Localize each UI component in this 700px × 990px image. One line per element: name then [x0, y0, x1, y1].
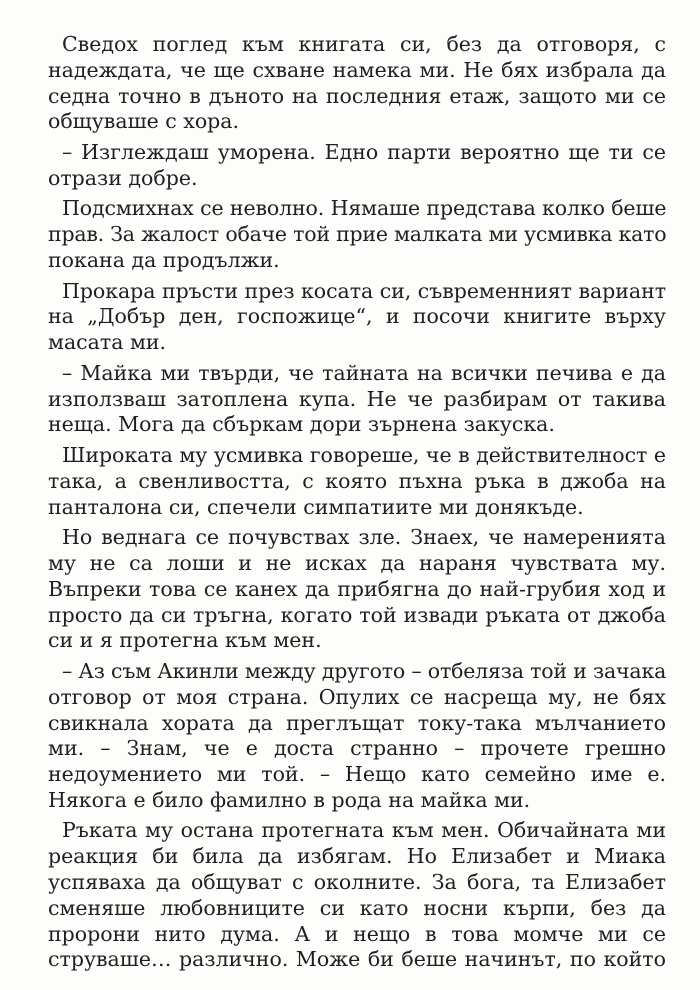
- text-line: Подсмихнах се неволно. Нямаше представа колко беше: [62, 196, 667, 221]
- text-line: пророни нито дума. А и нещо в това момче ми се: [48, 921, 666, 946]
- text-line: панталона си, спечели симпатиите ми донякъде.: [48, 494, 584, 519]
- text-line: седна точно в дъното на последния етаж, защото ми се: [48, 83, 666, 108]
- text-line: сменяше любовниците си като носни кърпи, без да: [48, 895, 666, 920]
- text-line: неща. Мога да сбъркам дори зърнена закуска.: [48, 412, 555, 437]
- text-line: ми. – Знам, че е доста странно – прочете грешно: [48, 736, 666, 761]
- text-line: – Изглеждаш уморена. Едно парти вероятно ще ти се: [62, 139, 666, 164]
- text-line: Ръката му остана протегната към мен. Обичайната ми: [62, 818, 666, 843]
- text-line: успяваха да общуват с околните. За бога, та Елизабет: [48, 870, 666, 895]
- text-line: надеждата, че ще схване намека ми. Не бях избрала да: [48, 57, 666, 82]
- text-line: свикнала хората да преглъщат току-така мълчанието: [48, 710, 666, 735]
- paragraph: [48, 443, 666, 520]
- text-line: използваш затоплена купа. Не че разбирам от такива: [48, 386, 666, 411]
- paragraph: [48, 140, 666, 192]
- text-line: прав. За жалост обаче той прие малката ми усмивка като: [48, 222, 667, 247]
- text-line: недоумението ми той. – Нещо като семейно име е.: [48, 762, 666, 787]
- text-line: отговор от моя страна. Опулих се насреща му, не бях: [48, 684, 666, 709]
- text-line: просто да си тръгна, когато той извади ръката от джоба: [48, 602, 666, 627]
- text-line: масата ми.: [48, 330, 167, 355]
- text-line: отрази добре.: [48, 165, 198, 190]
- paragraph: [48, 659, 666, 814]
- text-line: на „Добър ден, госпожице“, и посочи книгите върху: [48, 304, 666, 329]
- text-line: струваше… различно. Може би беше начинът, по който: [48, 947, 666, 972]
- text-line: Някога е било фамилно в рода на майка ми.: [48, 787, 531, 812]
- paragraph: [48, 818, 666, 973]
- text-line: Но веднага се почувствах зле. Знаех, че намеренията: [62, 525, 666, 550]
- paragraph: [48, 32, 666, 135]
- text-line: – Аз съм Акинли между другото – отбеляза той и зачака: [62, 658, 667, 683]
- text-line: покана да продължи.: [48, 247, 280, 272]
- text-line: си и я протегна към мен.: [48, 628, 322, 653]
- text-line: Широката му усмивка говореше, че в действителност е: [62, 442, 666, 467]
- text-line: Въпреки това се канех да прибягна до най-грубия ход и: [48, 576, 666, 601]
- text-line: реакция би била да избягам. Но Елизабет и Миака: [48, 844, 666, 869]
- paragraph: [48, 279, 666, 356]
- text-line: му не са лоши и не исках да нараня чувствата му.: [48, 550, 666, 575]
- text-line: Прокара пръсти през косата си, съвременният вариант: [62, 278, 666, 303]
- text-line: – Майка ми твърди, че тайната на всички печива е да: [62, 360, 666, 385]
- text-line: така, а свенливостта, с която пъхна ръка в джоба на: [48, 468, 666, 493]
- text-line: Сведох поглед към книгата си, без да отговоря, с: [62, 32, 666, 56]
- paragraph: [48, 196, 666, 273]
- text-line: общуваше с хора.: [48, 109, 240, 134]
- paragraph: [48, 361, 666, 438]
- paragraph: [48, 525, 666, 654]
